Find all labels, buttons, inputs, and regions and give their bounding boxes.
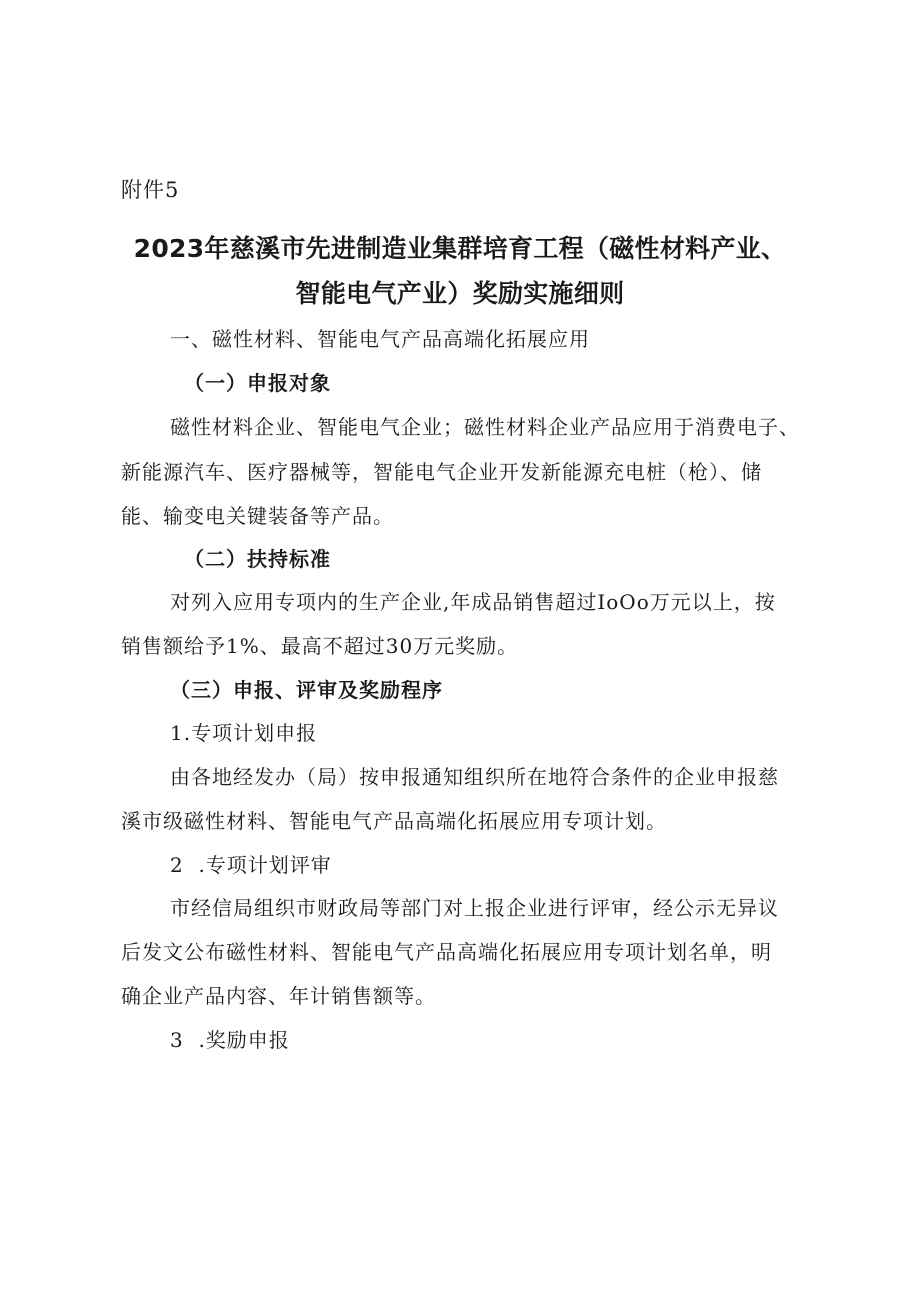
item-3-title: 3 .奖励申报: [170, 1028, 290, 1052]
item-1-title: 1.专项计划申报: [170, 721, 318, 745]
paragraph-line: 销售额给予1%、最高不超过30万元奖励。: [121, 634, 519, 658]
paragraph-line: 新能源汽车、医疗器械等，智能电气企业开发新能源充电桩（枪）、储: [121, 460, 762, 484]
subsection-1-heading: （一）申报对象: [184, 371, 331, 395]
paragraph-line: 溪市级磁性材料、智能电气产品高端化拓展应用专项计划。: [121, 809, 667, 833]
attachment-label: 附件5: [121, 178, 180, 202]
subsection-2-heading: （二）扶持标准: [184, 547, 331, 571]
item-2-title: 2 .专项计划评审: [170, 853, 332, 877]
paragraph-line: 后发文公布磁性材料、智能电气产品高端化拓展应用专项计划名单，明: [121, 940, 772, 964]
paragraph-line: 确企业产品内容、年计销售额等。: [121, 984, 436, 1008]
paragraph-line: 由各地经发办（局）按申报通知组织所在地符合条件的企业申报慈: [170, 765, 779, 789]
paragraph-line: 能、输变电关键装备等产品。: [121, 504, 394, 528]
section-1-heading: 一、磁性材料、智能电气产品高端化拓展应用: [170, 327, 590, 351]
paragraph-line: 磁性材料企业、智能电气企业；磁性材料企业产品应用于消费电子、: [170, 415, 800, 439]
subsection-3-heading: （三）申报、评审及奖励程序: [170, 678, 443, 702]
document-title-line-1: 2023年慈溪市先进制造业集群培育工程（磁性材料产业、: [133, 234, 787, 263]
paragraph-line: 市经信局组织市财政局等部门对上报企业进行评审，经公示无异议: [170, 896, 779, 920]
paragraph-line: 对列入应用专项内的生产企业,年成品销售超过IoOo万元以上，按: [170, 590, 776, 614]
document-title-line-2: 智能电气产业）奖励实施细则: [295, 279, 625, 308]
